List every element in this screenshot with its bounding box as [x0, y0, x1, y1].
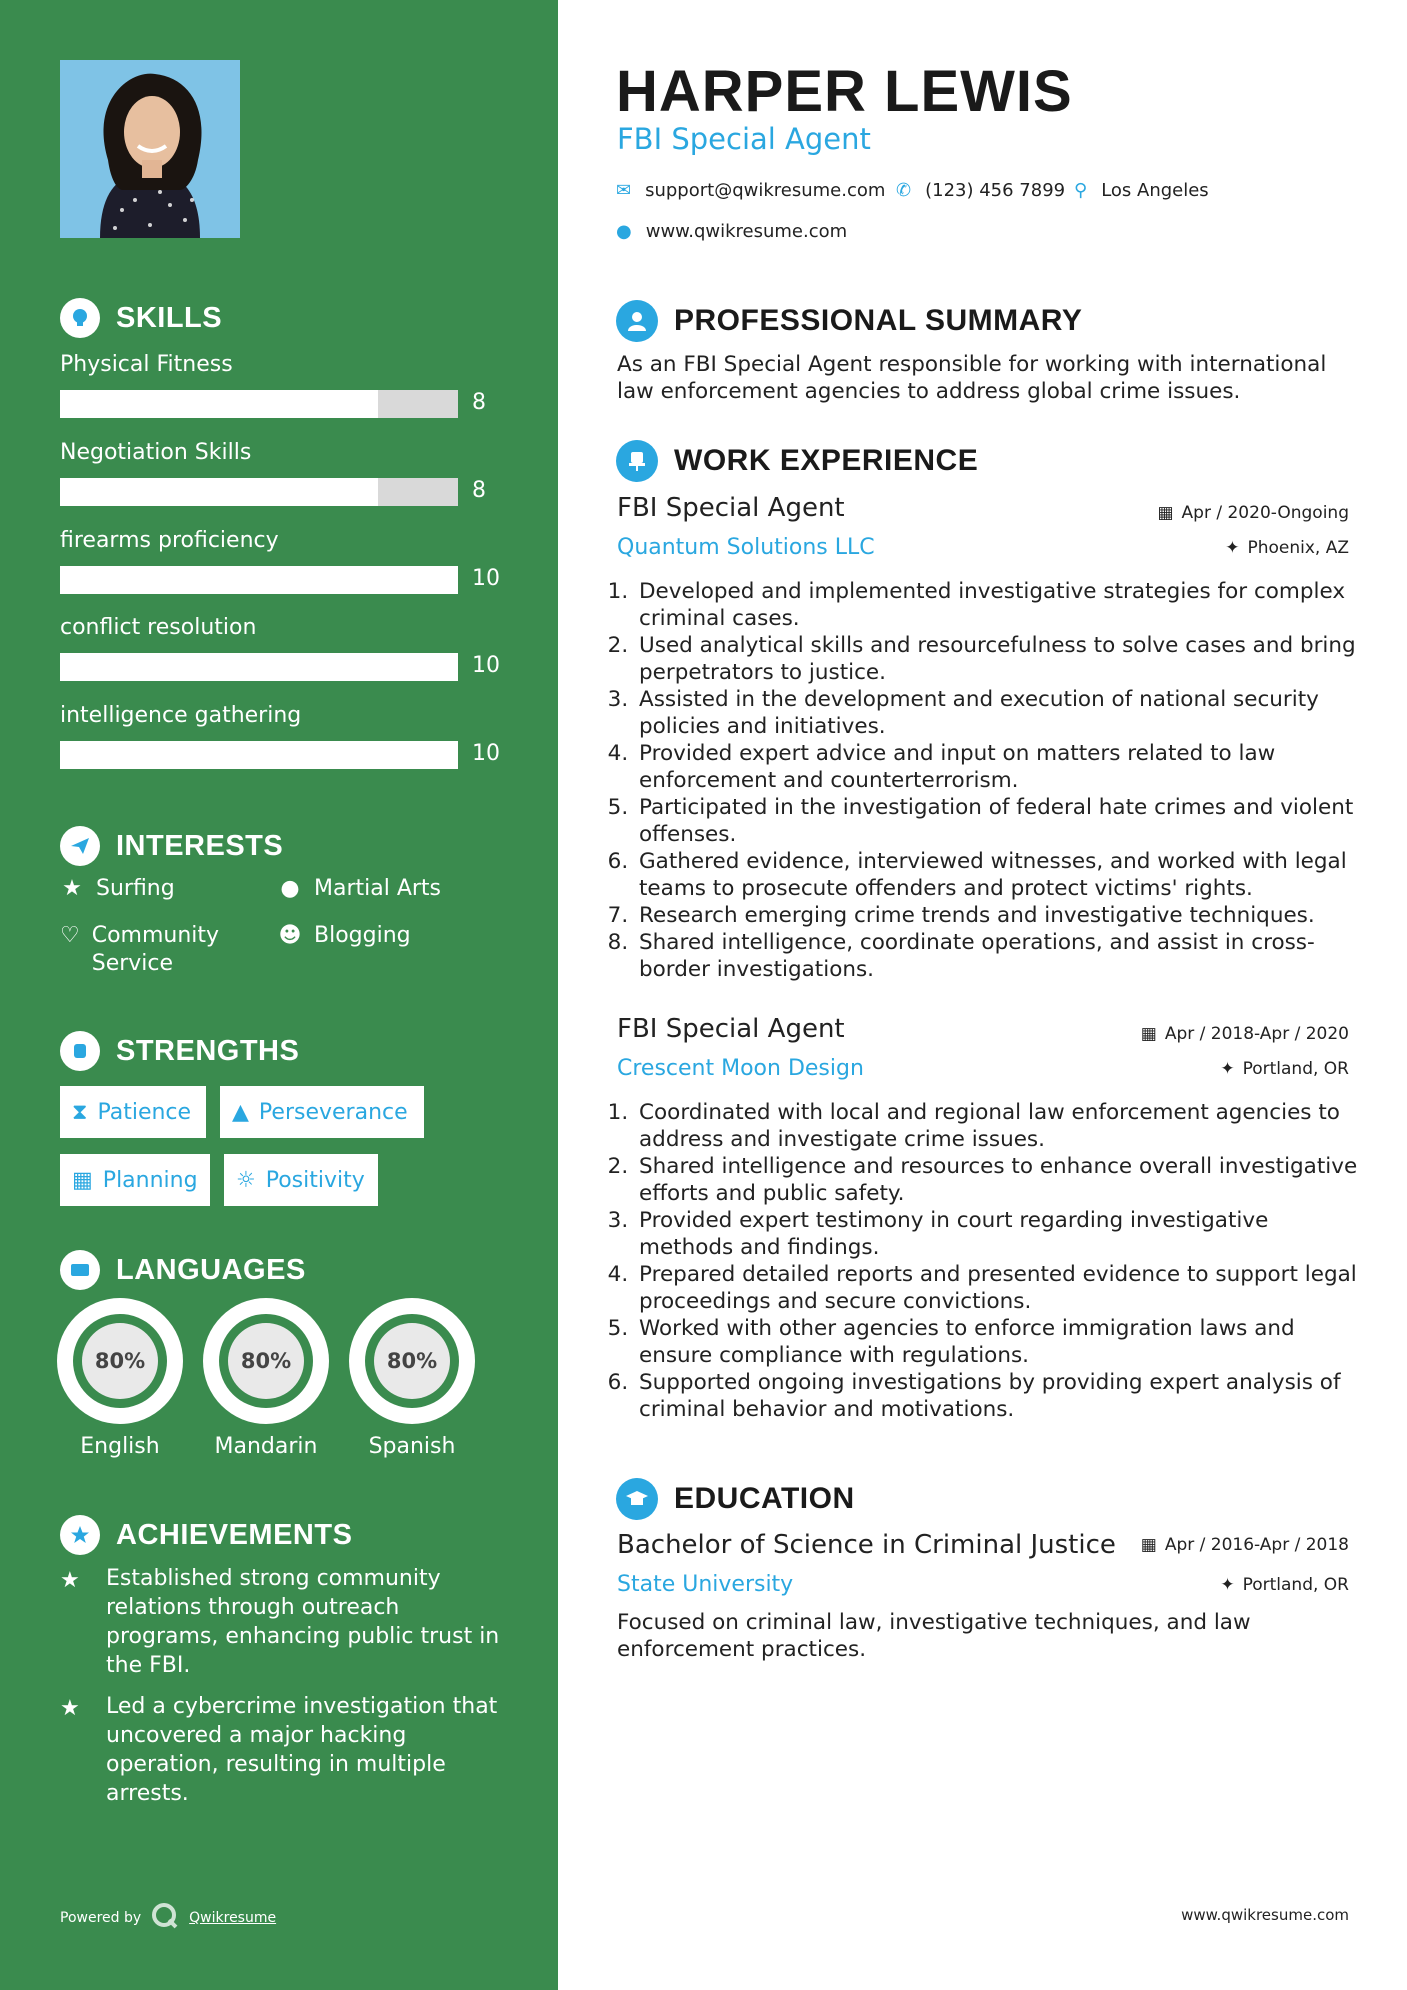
pushpin-icon: ✦ [1220, 1575, 1235, 1595]
phone-icon: ✆ [896, 180, 912, 201]
candidate-title: FBI Special Agent [617, 122, 871, 156]
strength-chip: ☼ Positivity [224, 1154, 378, 1206]
job-location: ✦ Portland, OR [1220, 1059, 1349, 1079]
shooting-star-icon: ★ [60, 1568, 80, 1593]
languages-heading: LANGUAGES [60, 1250, 306, 1290]
skill-bar [60, 390, 458, 418]
interest-item: ● Martial Arts [278, 875, 441, 903]
sidebar [0, 0, 558, 1990]
candidate-name: HARPER LEWIS [616, 59, 1073, 124]
road-icon: ▲ [232, 1099, 249, 1125]
job-company: Crescent Moon Design [617, 1056, 864, 1081]
job-title: FBI Special Agent [617, 493, 845, 523]
skill-level: 8 [472, 390, 486, 415]
interest-item: ☻ Blogging [278, 923, 411, 948]
qwikresume-link[interactable]: Qwikresume [189, 1910, 277, 1926]
star-icon: ★ [62, 876, 82, 901]
pushpin-icon: ✦ [1225, 538, 1240, 558]
star-badge-icon [60, 1515, 100, 1555]
language-name: Mandarin [214, 1434, 318, 1459]
heart-outline-icon: ♡ [60, 923, 80, 948]
bullet-item: 7. Research emerging crime trends and investigative techniques. [635, 902, 1365, 929]
footer-url[interactable]: www.qwikresume.com [1181, 1906, 1349, 1924]
achievement-item: ★ Established strong community relations through outreach programs, enhancing public trust in the FBI. [60, 1566, 500, 1678]
job-title: FBI Special Agent [617, 1014, 845, 1044]
interests-heading: INTERESTS [60, 826, 283, 866]
education-location: ✦ Portland, OR [1220, 1575, 1349, 1595]
skill-bar [60, 566, 458, 594]
skill-bar-fill [60, 653, 458, 681]
achievements-heading: ACHIEVEMENTS [60, 1515, 352, 1555]
strength-chip: ▦ Planning [60, 1154, 210, 1206]
globe-icon: ● [616, 221, 632, 242]
language-name: Spanish [368, 1434, 456, 1459]
job-company: Quantum Solutions LLC [617, 535, 875, 560]
interest-item: ♡ Community Service [60, 923, 220, 976]
job-location: ✦ Phoenix, AZ [1225, 538, 1349, 558]
language-ring: 80% [57, 1298, 183, 1424]
bullet-item: 2. Shared intelligence and resources to enhance overall investigative efforts and public safety. [635, 1153, 1365, 1207]
skill-bar [60, 741, 458, 769]
powered-by: Powered by Qwikresume [60, 1902, 276, 1934]
language-name: English [80, 1434, 160, 1459]
users-icon: ☻ [278, 923, 302, 948]
skill-label: conflict resolution [60, 615, 257, 640]
skill-bar-fill [60, 390, 378, 418]
language-ring: 80% [203, 1298, 329, 1424]
contact-website[interactable]: ● www.qwikresume.com [616, 221, 848, 242]
achievement-item: ★ Led a cybercrime investigation that uncovered a major hacking operation, resulting in multiple arrests. [60, 1694, 498, 1806]
education-dates: ▦ Apr / 2016-Apr / 2018 [1140, 1535, 1349, 1555]
skill-bar-fill [60, 566, 458, 594]
contact-location: ⚲ Los Angeles [1074, 180, 1209, 201]
skill-label: Physical Fitness [60, 352, 233, 377]
job-bullets [611, 578, 1365, 983]
summary-text: As an FBI Special Agent responsible for working with international law enforcement agencies to address global crime issues. [617, 352, 1327, 404]
education-school: State University [617, 1572, 794, 1597]
profile-photo [60, 60, 240, 238]
skill-level: 10 [472, 566, 500, 591]
graduation-cap-icon [616, 1478, 658, 1520]
lightbulb-icon [60, 298, 100, 338]
skill-level: 10 [472, 741, 500, 766]
hourglass-icon: ⧗ [72, 1099, 88, 1125]
bullet-item: 3. Provided expert testimony in court regarding investigative methods and findings. [635, 1207, 1365, 1261]
fist-icon [60, 1031, 100, 1071]
summary-heading: PROFESSIONAL SUMMARY [616, 300, 1082, 342]
skill-label: Negotiation Skills [60, 440, 252, 465]
education-description: Focused on criminal law, investigative techniques, and law enforcement practices. [617, 1610, 1251, 1662]
interest-item: ★ Surfing [60, 875, 175, 903]
contact-email[interactable]: ✉ support@qwikresume.com [616, 180, 886, 201]
skill-level: 8 [472, 478, 486, 503]
map-pin-icon: ⚲ [1074, 180, 1088, 201]
skill-bar-fill [60, 741, 458, 769]
calendar-icon: ▦ [1140, 1535, 1157, 1555]
office-chair-icon [616, 440, 658, 482]
user-icon [616, 300, 658, 342]
skill-bar [60, 478, 458, 506]
skill-level: 10 [472, 653, 500, 678]
job-dates: ▦ Apr / 2020-Ongoing [1157, 503, 1349, 523]
envelope-icon: ✉ [616, 180, 632, 201]
language-ring: 80% [349, 1298, 475, 1424]
contact-phone: ✆ (123) 456 7899 [896, 180, 1066, 201]
strength-chip: ⧗ Patience [60, 1086, 206, 1138]
bullet-item: 8. Shared intelligence, coordinate operations, and assist in cross-border investigations. [635, 929, 1365, 983]
education-heading: EDUCATION [616, 1478, 855, 1520]
sun-icon: ☼ [236, 1167, 256, 1193]
calendar-icon: ▦ [72, 1167, 93, 1193]
skill-bar [60, 653, 458, 681]
language-icon [60, 1250, 100, 1290]
strengths-heading: STRENGTHS [60, 1031, 299, 1071]
job-bullets [611, 1099, 1365, 1423]
bullet-item: 3. Assisted in the development and execution of national security policies and initiatives. [635, 686, 1365, 740]
bullet-item: 6. Supported ongoing investigations by providing expert analysis of criminal behavior and motivations. [635, 1369, 1365, 1423]
education-degree: Bachelor of Science in Criminal Justice [617, 1530, 1116, 1560]
calendar-icon: ▦ [1157, 503, 1174, 523]
job-dates: ▦ Apr / 2018-Apr / 2020 [1140, 1024, 1349, 1044]
calendar-icon: ▦ [1140, 1024, 1157, 1044]
skill-bar-fill [60, 478, 378, 506]
bullet-item: 5. Worked with other agencies to enforce immigration laws and ensure compliance with regulations. [635, 1315, 1365, 1369]
qwikresume-logo-icon [151, 1902, 179, 1934]
bullet-item: 6. Gathered evidence, interviewed witnesses, and worked with legal teams to prosecute offenders and protect victims' rights. [635, 848, 1365, 902]
bullet-item: 5. Participated in the investigation of federal hate crimes and violent offenses. [635, 794, 1365, 848]
paper-plane-icon [60, 826, 100, 866]
strength-chip: ▲ Perseverance [220, 1086, 424, 1138]
bullet-item: 4. Prepared detailed reports and presented evidence to support legal proceedings and secure convictions. [635, 1261, 1365, 1315]
skill-label: intelligence gathering [60, 703, 302, 728]
globe-icon: ● [280, 876, 300, 901]
bullet-item: 1. Developed and implemented investigative strategies for complex criminal cases. [635, 578, 1365, 632]
experience-heading: WORK EXPERIENCE [616, 440, 978, 482]
bullet-item: 4. Provided expert advice and input on matters related to law enforcement and counterterrorism. [635, 740, 1365, 794]
skill-label: firearms proficiency [60, 528, 279, 553]
bullet-item: 1. Coordinated with local and regional law enforcement agencies to address and investigate crime issues. [635, 1099, 1365, 1153]
skills-heading: SKILLS [60, 298, 222, 338]
bullet-item: 2. Used analytical skills and resourcefulness to solve cases and bring perpetrators to justice. [635, 632, 1365, 686]
pushpin-icon: ✦ [1220, 1059, 1235, 1079]
shooting-star-icon: ★ [60, 1696, 80, 1721]
